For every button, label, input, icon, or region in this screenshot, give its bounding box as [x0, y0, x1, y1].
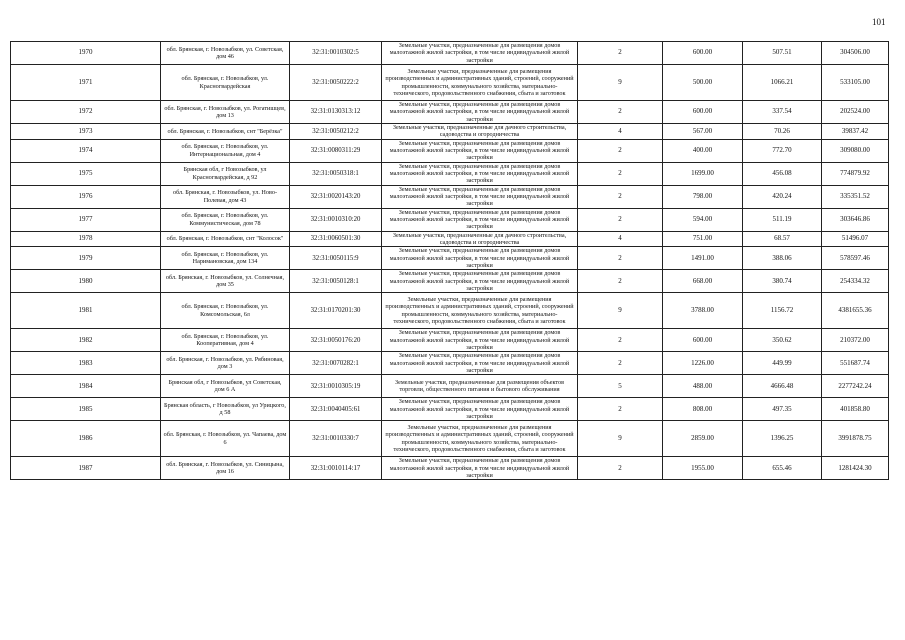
table-row	[11, 247, 889, 270]
cadastral-value-cell: 303646.86	[822, 208, 889, 231]
land-use-cell: Земельные участки, предназначенные для размещения домов малоэтажной жилой застройки, в том числе индивидуальной жилой застройки	[382, 270, 578, 293]
table-row	[11, 124, 889, 140]
cadastral-value-cell: 2277242.24	[822, 375, 889, 398]
cadastral-value-cell: 551687.74	[822, 352, 889, 375]
cadastral-value-cell: 309080.00	[822, 139, 889, 162]
land-use-cell: Земельные участки, предназначенные для размещения объектов торговли, общественного питания и бытового обслуживания	[382, 375, 578, 398]
cadastral-number-cell: 32:31:0170201:30	[290, 293, 382, 329]
area-cell: 600.00	[663, 101, 743, 124]
cadastral-value-cell: 401858.80	[822, 398, 889, 421]
row-number-cell: 1985	[11, 398, 161, 421]
area-cell: 500.00	[663, 65, 743, 101]
address-cell: обл. Брянская, г. Новозыбков, ул. Комсомольская, 6л	[161, 293, 290, 329]
address-cell: обл. Брянская, г. Новозыбков, ул. Рябиновая, дом 3	[161, 352, 290, 375]
land-use-cell: Земельные участки, предназначенные для дачного строительства, садоводства и огородничества	[382, 231, 578, 247]
address-cell: обл. Брянская, г. Новозыбков, ул. Интернациональная, дом 4	[161, 139, 290, 162]
land-use-cell: Земельные участки, предназначенные для размещения домов малоэтажной жилой застройки, в том числе индивидуальной жилой застройки	[382, 101, 578, 124]
land-use-cell: Земельные участки, предназначенные для размещения домов малоэтажной жилой застройки, в том числе индивидуальной жилой застройки	[382, 398, 578, 421]
row-number-cell: 1974	[11, 139, 161, 162]
specific-value-cell: 449.99	[743, 352, 822, 375]
cadastral-value-cell: 304506.00	[822, 42, 889, 65]
table-row	[11, 185, 889, 208]
table-row	[11, 139, 889, 162]
specific-value-cell: 388.06	[743, 247, 822, 270]
cadastral-value-cell: 774879.92	[822, 162, 889, 185]
use-group-cell: 4	[578, 124, 663, 140]
cadastral-value-cell: 578597.46	[822, 247, 889, 270]
address-cell: обл. Брянская, г. Новозыбков, ул. Красногвардейская	[161, 65, 290, 101]
table-row	[11, 65, 889, 101]
land-use-cell: Земельные участки, предназначенные для размещения производственных и административных зданий, строений, сооружений промышленности, коммунального хозяйства, материально-технического, продовольственного снабжения, сбыта и заготовок	[382, 293, 578, 329]
cadastral-number-cell: 32:31:0080311:29	[290, 139, 382, 162]
area-cell: 1491.00	[663, 247, 743, 270]
row-number-cell: 1973	[11, 124, 161, 140]
row-number-cell: 1984	[11, 375, 161, 398]
cadastral-value-cell: 202524.00	[822, 101, 889, 124]
address-cell: обл. Брянская, г. Новозыбков, ул. Рогатишцев, дом 13	[161, 101, 290, 124]
cadastral-value-cell: 254334.32	[822, 270, 889, 293]
table-row	[11, 375, 889, 398]
cadastral-value-cell: 51496.07	[822, 231, 889, 247]
cadastral-value-table	[10, 41, 889, 480]
cadastral-value-cell: 1281424.30	[822, 457, 889, 480]
area-cell: 668.00	[663, 270, 743, 293]
row-number-cell: 1977	[11, 208, 161, 231]
area-cell: 808.00	[663, 398, 743, 421]
specific-value-cell: 4666.48	[743, 375, 822, 398]
use-group-cell: 2	[578, 270, 663, 293]
specific-value-cell: 337.54	[743, 101, 822, 124]
address-cell: Брянская обл, г Новозыбков, ул Красногвардейская, д 92	[161, 162, 290, 185]
land-use-cell: Земельные участки, предназначенные для размещения домов малоэтажной жилой застройки, в том числе индивидуальной жилой застройки	[382, 457, 578, 480]
table-row	[11, 162, 889, 185]
table-row	[11, 352, 889, 375]
table-row	[11, 398, 889, 421]
cadastral-number-cell: 32:31:0040405:61	[290, 398, 382, 421]
table-row	[11, 293, 889, 329]
use-group-cell: 9	[578, 421, 663, 457]
land-use-cell: Земельные участки, предназначенные для размещения производственных и административных зданий, строений, сооружений промышленности, коммунального хозяйства, материально-технического, продовольственного снабжения, сбыта и заготовок	[382, 421, 578, 457]
use-group-cell: 2	[578, 139, 663, 162]
cadastral-value-cell: 335351.52	[822, 185, 889, 208]
cadastral-number-cell: 32:31:0050212:2	[290, 124, 382, 140]
area-cell: 3788.00	[663, 293, 743, 329]
specific-value-cell: 420.24	[743, 185, 822, 208]
row-number-cell: 1986	[11, 421, 161, 457]
area-cell: 1226.00	[663, 352, 743, 375]
area-cell: 1955.00	[663, 457, 743, 480]
area-cell: 751.00	[663, 231, 743, 247]
cadastral-number-cell: 32:31:0130313:12	[290, 101, 382, 124]
use-group-cell: 2	[578, 457, 663, 480]
use-group-cell: 2	[578, 162, 663, 185]
specific-value-cell: 380.74	[743, 270, 822, 293]
specific-value-cell: 497.35	[743, 398, 822, 421]
row-number-cell: 1982	[11, 329, 161, 352]
table-row	[11, 231, 889, 247]
cadastral-number-cell: 32:31:0050318:1	[290, 162, 382, 185]
specific-value-cell: 511.19	[743, 208, 822, 231]
table-row	[11, 101, 889, 124]
land-use-cell: Земельные участки, предназначенные для размещения домов малоэтажной жилой застройки, в том числе индивидуальной жилой застройки	[382, 247, 578, 270]
row-number-cell: 1987	[11, 457, 161, 480]
address-cell: обл. Брянская, г. Новозыбков, ул. Ново-Полевая, дом 43	[161, 185, 290, 208]
row-number-cell: 1979	[11, 247, 161, 270]
table-row	[11, 329, 889, 352]
use-group-cell: 2	[578, 101, 663, 124]
land-use-cell: Земельные участки, предназначенные для размещения домов малоэтажной жилой застройки, в том числе индивидуальной жилой застройки	[382, 139, 578, 162]
specific-value-cell: 70.26	[743, 124, 822, 140]
land-use-cell: Земельные участки, предназначенные для размещения домов малоэтажной жилой застройки, в том числе индивидуальной жилой застройки	[382, 208, 578, 231]
row-number-cell: 1978	[11, 231, 161, 247]
cadastral-value-cell: 3991878.75	[822, 421, 889, 457]
use-group-cell: 2	[578, 352, 663, 375]
use-group-cell: 2	[578, 185, 663, 208]
address-cell: Брянская область, г Новозыбков, ул Урицкого, д 58	[161, 398, 290, 421]
address-cell: обл. Брянская, г. Новозыбков, ул. Советская, дом 46	[161, 42, 290, 65]
table-row	[11, 457, 889, 480]
specific-value-cell: 456.08	[743, 162, 822, 185]
land-use-cell: Земельные участки, предназначенные для размещения домов малоэтажной жилой застройки, в том числе индивидуальной жилой застройки	[382, 185, 578, 208]
use-group-cell: 9	[578, 65, 663, 101]
cadastral-number-cell: 32:31:0050176:20	[290, 329, 382, 352]
specific-value-cell: 350.62	[743, 329, 822, 352]
cadastral-number-cell: 32:31:0050222:2	[290, 65, 382, 101]
cadastral-number-cell: 32:31:0060501:30	[290, 231, 382, 247]
use-group-cell: 5	[578, 375, 663, 398]
cadastral-number-cell: 32:31:0010305:19	[290, 375, 382, 398]
cadastral-number-cell: 32:31:0010310:20	[290, 208, 382, 231]
cadastral-number-cell: 32:31:0050128:1	[290, 270, 382, 293]
table-row	[11, 208, 889, 231]
use-group-cell: 2	[578, 329, 663, 352]
address-cell: обл. Брянская, г. Новозыбков, ул. Наримановская, дом 134	[161, 247, 290, 270]
area-cell: 594.00	[663, 208, 743, 231]
land-use-cell: Земельные участки, предназначенные для размещения домов малоэтажной жилой застройки, в том числе индивидуальной жилой застройки	[382, 352, 578, 375]
use-group-cell: 4	[578, 231, 663, 247]
row-number-cell: 1970	[11, 42, 161, 65]
land-use-cell: Земельные участки, предназначенные для размещения домов малоэтажной жилой застройки, в том числе индивидуальной жилой застройки	[382, 42, 578, 65]
table-row	[11, 421, 889, 457]
cadastral-number-cell: 32:31:0070282:1	[290, 352, 382, 375]
specific-value-cell: 1156.72	[743, 293, 822, 329]
area-cell: 600.00	[663, 42, 743, 65]
cadastral-value-cell: 210372.00	[822, 329, 889, 352]
address-cell: обл. Брянская, г. Новозыбков, ул. Кооперативная, дом 4	[161, 329, 290, 352]
cadastral-number-cell: 32:31:0010114:17	[290, 457, 382, 480]
cadastral-number-cell: 32:31:0010302:5	[290, 42, 382, 65]
cadastral-value-cell: 533105.00	[822, 65, 889, 101]
use-group-cell: 2	[578, 398, 663, 421]
cadastral-number-cell: 32:31:0020143:20	[290, 185, 382, 208]
row-number-cell: 1983	[11, 352, 161, 375]
use-group-cell: 2	[578, 247, 663, 270]
use-group-cell: 9	[578, 293, 663, 329]
cadastral-number-cell: 32:31:0050115:9	[290, 247, 382, 270]
land-use-cell: Земельные участки, предназначенные для размещения домов малоэтажной жилой застройки, в том числе индивидуальной жилой застройки	[382, 329, 578, 352]
cadastral-number-cell: 32:31:0010330:7	[290, 421, 382, 457]
row-number-cell: 1972	[11, 101, 161, 124]
area-cell: 567.00	[663, 124, 743, 140]
cadastral-value-cell: 39837.42	[822, 124, 889, 140]
address-cell: обл. Брянская, г. Новозыбков, ул. Синицына, дом 16	[161, 457, 290, 480]
area-cell: 600.00	[663, 329, 743, 352]
use-group-cell: 2	[578, 42, 663, 65]
address-cell: обл. Брянская, г. Новозыбков, ул. Чапаева, дом 6	[161, 421, 290, 457]
land-use-cell: Земельные участки, предназначенные для размещения производственных и административных зданий, строений, сооружений промышленности, коммунального хозяйства, материально-технического, продовольственного снабжения, сбыта и заготовок	[382, 65, 578, 101]
specific-value-cell: 1396.25	[743, 421, 822, 457]
address-cell: обл. Брянская, г. Новозыбков, снт "Берёзка"	[161, 124, 290, 140]
area-cell: 488.00	[663, 375, 743, 398]
row-number-cell: 1976	[11, 185, 161, 208]
row-number-cell: 1971	[11, 65, 161, 101]
land-use-cell: Земельные участки, предназначенные для дачного строительства, садоводства и огородничества	[382, 124, 578, 140]
row-number-cell: 1980	[11, 270, 161, 293]
specific-value-cell: 68.57	[743, 231, 822, 247]
area-cell: 2859.00	[663, 421, 743, 457]
address-cell: обл. Брянская, г. Новозыбков, ул. Солнечная, дом 35	[161, 270, 290, 293]
specific-value-cell: 772.70	[743, 139, 822, 162]
area-cell: 400.00	[663, 139, 743, 162]
specific-value-cell: 507.51	[743, 42, 822, 65]
area-cell: 1699.00	[663, 162, 743, 185]
land-use-cell: Земельные участки, предназначенные для размещения домов малоэтажной жилой застройки, в том числе индивидуальной жилой застройки	[382, 162, 578, 185]
row-number-cell: 1981	[11, 293, 161, 329]
use-group-cell: 2	[578, 208, 663, 231]
table-row	[11, 270, 889, 293]
row-number-cell: 1975	[11, 162, 161, 185]
address-cell: обл. Брянская, г. Новозыбков, снт "Колосок"	[161, 231, 290, 247]
page-number: 101	[872, 17, 886, 27]
specific-value-cell: 655.46	[743, 457, 822, 480]
cadastral-value-cell: 4381655.36	[822, 293, 889, 329]
table-row	[11, 42, 889, 65]
address-cell: обл. Брянская, г. Новозыбков, ул. Коммунистическая, дом 78	[161, 208, 290, 231]
area-cell: 798.00	[663, 185, 743, 208]
address-cell: Брянская обл, г Новозыбков, ул Советская, дом 6 А	[161, 375, 290, 398]
specific-value-cell: 1066.21	[743, 65, 822, 101]
